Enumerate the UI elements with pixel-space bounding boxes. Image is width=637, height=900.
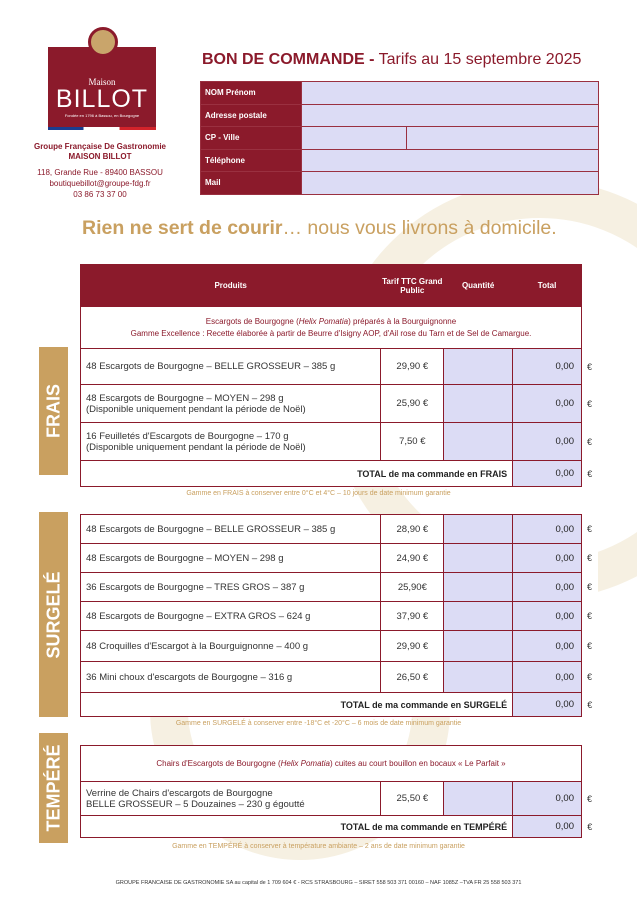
company-name: MAISON BILLOT [68,152,132,161]
line-total: 0,00 [513,602,582,631]
label-phone: Téléphone [201,149,302,172]
product-name: 36 Escargots de Bourgogne – TRES GROS – 387 g [81,573,381,602]
frais-total-label: TOTAL de ma commande en FRAIS [81,461,513,487]
product-price: 29,90 € [381,349,444,385]
line-total: 0,00 [513,515,582,544]
product-price: 26,50 € [381,662,444,693]
side-label-surgele: SURGELÉ [39,512,68,717]
product-price: 28,90 € [381,515,444,544]
header-total: Total [513,265,582,307]
table-row [81,515,598,544]
quantity-input[interactable] [444,544,513,573]
table-row [81,385,598,423]
mail-field[interactable] [302,172,599,195]
header-tarif: Tarif TTC Grand Public [381,265,444,307]
table-row [81,544,598,573]
table-row [81,573,598,602]
title-rest: Tarifs au 15 septembre 2025 [374,51,582,68]
postal-code-field[interactable] [302,127,407,150]
currency-symbol: € [581,573,597,602]
product-price: 24,90 € [381,544,444,573]
phone-field[interactable] [302,149,599,172]
label-name: NOM Prénom [201,82,302,105]
address-field[interactable] [302,104,599,127]
product-name: 36 Mini choux d'escargots de Bourgogne – 316 g [81,662,381,693]
side-label-tempere: TEMPÉRÉ [39,733,68,843]
quantity-input[interactable] [444,349,513,385]
table-row [81,631,598,662]
currency-symbol: € [581,631,597,662]
quantity-input[interactable] [444,602,513,631]
frais-total-value: 0,00 [513,461,582,487]
table-row [81,423,598,461]
product-price: 25,90 € [381,385,444,423]
logo-name: BILLOT [55,85,149,113]
header-products: Produits [81,265,381,307]
quantity-input[interactable] [444,423,513,461]
line-total: 0,00 [513,782,582,816]
name-field[interactable] [302,82,599,105]
product-name: 48 Escargots de Bourgogne – MOYEN – 298 g (Disponible uniquement pendant la période de Noël) [81,385,381,423]
label-address: Adresse postale [201,104,302,127]
side-label-frais: FRAIS [39,347,68,475]
table-row [81,349,598,385]
line-total: 0,00 [513,423,582,461]
label-mail: Mail [201,172,302,195]
table-row [81,662,598,693]
city-field[interactable] [407,127,599,150]
snail-icon [88,27,118,57]
currency-symbol: € [581,662,597,693]
frais-intro: Escargots de Bourgogne (Helix Pomatia) préparés à la Bourguignonne Gamme Excellence : Recette élaborée à partir de Beurre d'Isigny AOP, d'Ail rose du Tarn et de Sel de Camargue. [81,307,582,349]
product-name: 48 Escargots de Bourgogne – MOYEN – 298 g [81,544,381,573]
quantity-input[interactable] [444,662,513,693]
tempere-intro: Chairs d'Escargots de Bourgogne (Helix Pomatia) cuites au court bouillon en bocaux « Le Parfait » [81,746,582,782]
product-name: 48 Croquilles d'Escargot à la Bourguignonne – 400 g [81,631,381,662]
product-name: 48 Escargots de Bourgogne – BELLE GROSSEUR – 385 g [81,515,381,544]
total-row [81,816,598,838]
total-row [81,693,598,717]
currency-symbol: € [581,385,597,423]
slogan-rest: … nous vous livrons à domicile. [282,217,557,239]
product-price: 25,50 € [381,782,444,816]
title-bold: BON DE COMMANDE - [202,51,375,68]
product-name: 48 Escargots de Bourgogne – BELLE GROSSEUR – 385 g [81,349,381,385]
company-email: boutiquebillot@groupe-fdg.fr [49,179,151,188]
currency-symbol: € [581,423,597,461]
product-price: 37,90 € [381,602,444,631]
line-total: 0,00 [513,385,582,423]
brand-logo [48,47,156,127]
quantity-input[interactable] [444,385,513,423]
tempere-total-value: 0,00 [513,816,582,838]
slogan [82,217,557,240]
currency-symbol: € [581,461,597,487]
customer-form [200,81,599,195]
tempere-total-label: TOTAL de ma commande en TEMPÉRÉ [81,816,513,838]
currency-symbol: € [581,693,597,717]
legal-footer: GROUPE FRANCAISE DE GASTRONOMIE SA au capital de 1 709 604 € - RCS STRASBOURG – SIRET 558 503 371 00160 – NAF 1085Z –TVA FR 25 558 503 371 [115,880,522,886]
line-total: 0,00 [513,544,582,573]
french-flag-stripe [48,127,156,130]
frais-storage-note: Gamme en FRAIS à conserver entre 0°C et 4°C – 10 jours de date minimum garantie [186,490,451,497]
quantity-input[interactable] [444,631,513,662]
frais-table [80,264,598,487]
company-group: Groupe Française De Gastronomie [33,142,167,151]
quantity-input[interactable] [444,782,513,816]
product-name: Verrine de Chairs d'escargots de Bourgogne BELLE GROSSEUR – 5 Douzaines – 230 g égoutté [81,782,381,816]
product-name: 16 Feuilletés d'Escargots de Bourgogne – 170 g (Disponible uniquement pendant la période de Noël) [81,423,381,461]
quantity-input[interactable] [444,573,513,602]
currency-symbol: € [581,515,597,544]
table-row [81,602,598,631]
surgele-total-value: 0,00 [513,693,582,717]
slogan-bold: Rien ne sert de courir [82,217,283,239]
product-price: 29,90 € [381,631,444,662]
company-address: 118, Grande Rue - 89400 BASSOU [37,168,163,177]
tempere-table [80,745,598,838]
table-row [81,782,598,816]
line-total: 0,00 [513,631,582,662]
currency-symbol: € [581,349,597,385]
line-total: 0,00 [513,573,582,602]
currency-symbol: € [582,816,598,838]
line-total: 0,00 [513,349,582,385]
page-title [202,51,581,69]
surgele-total-label: TOTAL de ma commande en SURGELÉ [81,693,513,717]
logo-maison: Maison [88,77,116,87]
currency-symbol: € [581,544,597,573]
logo-tagline: Fondée en 1796 à Bassou, en Bourgogne [64,113,140,118]
header-quantity: Quantité [444,265,513,307]
product-price: 7,50 € [381,423,444,461]
quantity-input[interactable] [444,515,513,544]
product-price: 25,90€ [381,573,444,602]
label-postal-city: CP - Ville [201,127,302,150]
company-phone: 03 86 73 37 00 [73,190,127,199]
product-name: 48 Escargots de Bourgogne – EXTRA GROS – 624 g [81,602,381,631]
currency-symbol: € [582,782,598,816]
line-total: 0,00 [513,662,582,693]
surgele-table [80,514,598,717]
currency-symbol: € [581,602,597,631]
total-row [81,461,598,487]
surgele-storage-note: Gamme en SURGELÉ à conserver entre -18°C et -20°C – 6 mois de date minimum garantie [175,720,462,727]
tempere-storage-note: Gamme en TEMPÉRÉ à conserver à température ambiante – 2 ans de date minimum garantie [172,843,465,850]
